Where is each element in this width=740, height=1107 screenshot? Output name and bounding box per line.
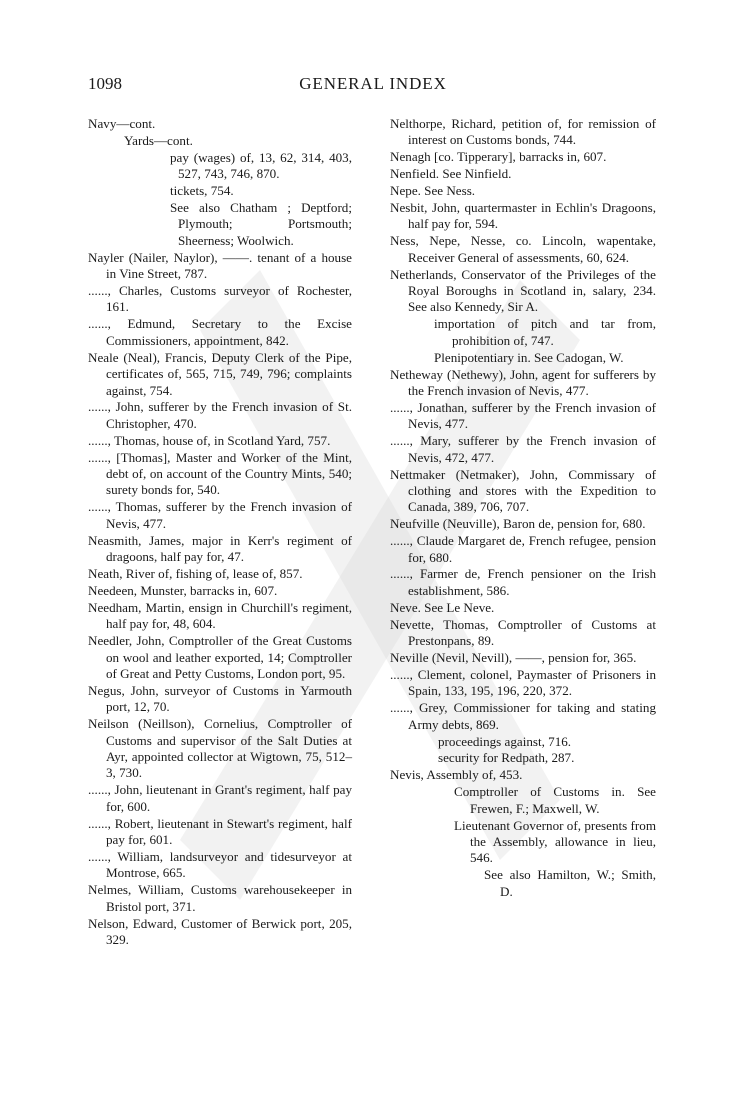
index-entry: Neilson (Neillson), Cornelius, Comptroller of Customs and supervisor of the Salt Duties at Ayr, appointed collector at Wigtown, 75, 512–3, 730.: [88, 716, 352, 781]
index-entry: Neath, River of, fishing of, lease of, 857.: [88, 565, 303, 581]
index-entry: ......, William, landsurveyor and tidesurveyor at Montrose, 665.: [88, 848, 352, 881]
index-entry: Needham, Martin, ensign in Churchill's regiment, half pay for, 48, 604.: [88, 599, 352, 632]
page-header: [88, 74, 658, 104]
left-column: [88, 116, 352, 949]
index-entry: ......, John, lieutenant in Grant's regiment, half pay for, 600.: [88, 782, 352, 814]
index-entry: Nevis, Assembly of, 453.: [390, 767, 523, 783]
index-entry: Netherlands, Conservator of the Privileges of the Royal Boroughs in Scotland in, salary, 234. See also Kennedy, Sir A.: [390, 266, 656, 315]
index-entry: Nenfield. See Ninfield.: [390, 166, 512, 182]
index-entry: Plenipotentiary in. See Cadogan, W.: [434, 349, 624, 365]
index-entry: Neville (Nevil, Nevill), ——, pension for, 365.: [390, 650, 637, 665]
index-entry: ......, John, sufferer by the French invasion of St. Christopher, 470.: [88, 399, 352, 431]
index-entry: Nettmaker (Netmaker), John, Commissary of clothing and stores with the Expedition to Canada, 389, 706, 707.: [390, 466, 656, 515]
index-entry: Neufville (Neuville), Baron de, pension for, 680.: [390, 516, 646, 532]
index-entry: Nayler (Nailer, Naylor), ——. tenant of a house in Vine Street, 787.: [88, 249, 352, 282]
index-entry: ......, Clement, colonel, Paymaster of Prisoners in Spain, 133, 195, 196, 220, 372.: [390, 666, 656, 699]
index-entry: Navy—cont.: [88, 116, 156, 131]
index-entry: Needler, John, Comptroller of the Great Customs on wool and leather exported, 14; Comptroller of Great and Petty Customs, London port, 95.: [88, 633, 352, 681]
index-entry: ......, Claude Margaret de, French refugee, pension for, 680.: [390, 533, 656, 565]
index-entry: ......, [Thomas], Master and Worker of the Mint, debt of, on account of the Country Mints, 540; surety bonds for, 540.: [88, 449, 352, 498]
index-entry: tickets, 754.: [170, 183, 234, 199]
index-entry: Nepe. See Ness.: [390, 183, 476, 199]
index-entry: See also Chatham ; Deptford; Plymouth; Portsmouth; Sheerness; Woolwich.: [170, 200, 352, 248]
right-column: [390, 116, 656, 901]
index-entry: ......, Thomas, house of, in Scotland Yard, 757.: [88, 432, 331, 448]
page-number: 1098: [88, 74, 122, 93]
index-entry: ......, Farmer de, French pensioner on the Irish establishment, 586.: [390, 566, 656, 598]
index-entry: Ness, Nepe, Nesse, co. Lincoln, wapentake, Receiver General of assessments, 60, 624.: [390, 233, 656, 265]
index-entry: importation of pitch and tar from, prohibition of, 747.: [434, 316, 656, 348]
index-entry: Comptroller of Customs in. See Frewen, F.; Maxwell, W.: [454, 784, 656, 816]
index-entry: Yards—cont.: [124, 132, 193, 148]
index-entry: Nelson, Edward, Customer of Berwick port, 205, 329.: [88, 915, 352, 947]
index-entry: proceedings against, 716.: [438, 733, 572, 749]
index-entry: ......, Jonathan, sufferer by the French invasion of Nevis, 477.: [390, 399, 656, 432]
index-entry: Nelthorpe, Richard, petition of, for remission of interest on Customs bonds, 744.: [390, 116, 656, 148]
index-entry: ......, Mary, sufferer by the French invasion of Nevis, 472, 477.: [390, 433, 656, 465]
index-entry: Needeen, Munster, barracks in, 607.: [88, 582, 278, 598]
index-entry: Lieutenant Governor of, presents from the Assembly, allowance in lieu, 546.: [454, 817, 656, 866]
index-entry: Nevette, Thomas, Comptroller of Customs at Prestonpans, 89.: [390, 616, 656, 649]
index-entry: ......, Grey, Commissioner for taking and stating Army debts, 869.: [390, 700, 656, 732]
running-head: GENERAL INDEX: [299, 74, 447, 93]
index-entry: Nesbit, John, quartermaster in Echlin's Dragoons, half pay for, 594.: [390, 200, 656, 232]
index-entry: ......, Charles, Customs surveyor of Rochester, 161.: [88, 283, 352, 315]
index-entry: Nenagh [co. Tipperary], barracks in, 607.: [390, 149, 607, 165]
index-entry: Neale (Neal), Francis, Deputy Clerk of the Pipe, certificates of, 565, 715, 749, 796; complaints against, 754.: [88, 349, 352, 398]
index-entry: ......, Edmund, Secretary to the Excise Commissioners, appointment, 842.: [88, 316, 352, 348]
index-entry: Netheway (Nethewy), John, agent for sufferers by the French invasion of Nevis, 477.: [390, 366, 656, 398]
index-entry: Neve. See Le Neve.: [390, 599, 495, 615]
index-entry: See also Hamilton, W.; Smith, D.: [484, 867, 656, 899]
index-entry: ......, Robert, lieutenant in Stewart's regiment, half pay for, 601.: [88, 815, 352, 847]
index-entry: ......, Thomas, sufferer by the French invasion of Nevis, 477.: [88, 499, 352, 531]
index-entry: security for Redpath, 287.: [438, 750, 575, 766]
index-entry: pay (wages) of, 13, 62, 314, 403, 527, 743, 746, 870.: [170, 149, 352, 182]
index-entry: Negus, John, surveyor of Customs in Yarmouth port, 12, 70.: [88, 682, 352, 715]
index-entry: Neasmith, James, major in Kerr's regiment of dragoons, half pay for, 47.: [88, 532, 352, 565]
index-entry: Nelmes, William, Customs warehousekeeper in Bristol port, 371.: [88, 882, 352, 914]
